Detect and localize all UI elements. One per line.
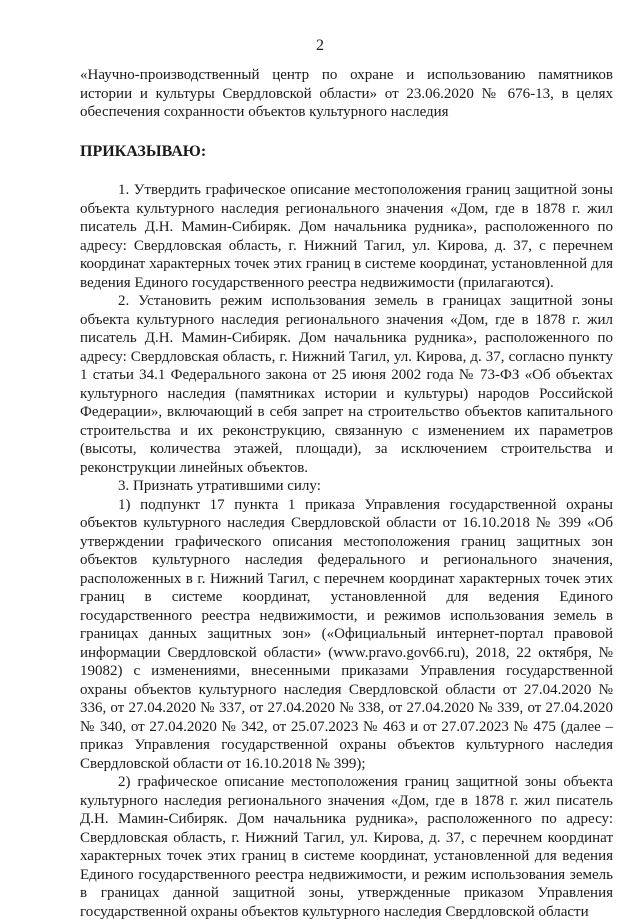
- paragraph-3: 3. Признать утратившими силу:: [118, 478, 321, 494]
- intro-paragraph: «Научно-производственный центр по охране и использованию памятников истории и культуры Свердловской области» от 23.06.2020 № 676-13, в целях обеспечения сохранности объектов культурного наследия: [80, 67, 613, 120]
- order-heading: ПРИКАЗЫВАЮ:: [80, 142, 207, 160]
- paragraph-3-subitem-2: 2) графическое описание местоположения границ защитной зоны объекта культурного наследия регионального значения «Дом, где в 1878 г. жил писатель Д.Н. Мамин-Сибиряк. Дом начальника рудника», расположенного по адресу: Свердловская область, г. Нижний Тагил, ул. Кирова, д. 37, с перечнем координат характерных точек этих границ в системе координат, установленной для ведения Единого государственного реестра недвижимости, и режим использования земель в границах данной защитной зоны, утвержденные приказом Управления государственной охраны объектов культурного наследия Свердловской области: [80, 774, 613, 920]
- paragraph-1: 1. Утвердить графическое описание местоположения границ защитной зоны объекта культурного наследия регионального значения «Дом, где в 1878 г. жил писатель Д.Н. Мамин-Сибиряк. Дом начальника рудника», расположенного по адресу: Свердловская область, г. Нижний Тагил, ул. Кирова, д. 37, с перечнем координат характерных точек этих границ в системе координат, установленной для ведения Единого государственного реестра недвижимости (прилагаются).: [80, 182, 613, 291]
- paragraph-2: 2. Установить режим использования земель в границах защитной зоны объекта культурного наследия регионального значения «Дом, где в 1878 г. жил писатель Д.Н. Мамин-Сибиряк. Дом начальника рудника», расположенного по адресу: Свердловская область, г. Нижний Тагил, ул. Кирова, д. 37, согласно пункту 1 статьи 34.1 Федерального закона от 25 июня 2002 года № 73-ФЗ «Об объектах культурного наследия (памятниках истории и культуры) народов Российской Федерации», включающий в себя запрет на строительство объектов капитального строительства и их реконструкцию, связанную с изменением их параметров (высоты, количества этажей, площади), за исключением строительства и реконструкции линейных объектов.: [80, 293, 613, 476]
- paragraph-3-subitem-1: 1) подпункт 17 пункта 1 приказа Управления государственной охраны объектов культурного наследия Свердловской области от 16.10.2018 № 399 «Об утверждении графического описания местоположения границ защитных зон объектов культурного наследия федерального и регионального значения, расположенных в г. Нижний Тагил, с перечнем координат характерных точек этих границ в системе координат, установленной для ведения Единого государственного реестра недвижимости, и режимов использования земель в границах данных защитных зон» («Официальный интернет-портал правовой информации Свердловской области» (www.pravo.gov66.ru), 2018, 22 октября, № 19082) с изменениями, внесенными приказами Управления государственной охраны объектов культурного наследия Свердловской области от 27.04.2020 № 336, от 27.04.2020 № 337, от 27.04.2020 № 338, от 27.04.2020 № 339, от 27.04.2020 № 340, от 27.04.2020 № 342, от 25.07.2023 № 463 и от 27.07.2023 № 475 (далее – приказ Управления государственной охраны объектов культурного наследия Свердловской области от 16.10.2018 № 399);: [80, 496, 613, 772]
- document-body: [80, 66, 613, 921]
- page-number: 2: [316, 37, 324, 54]
